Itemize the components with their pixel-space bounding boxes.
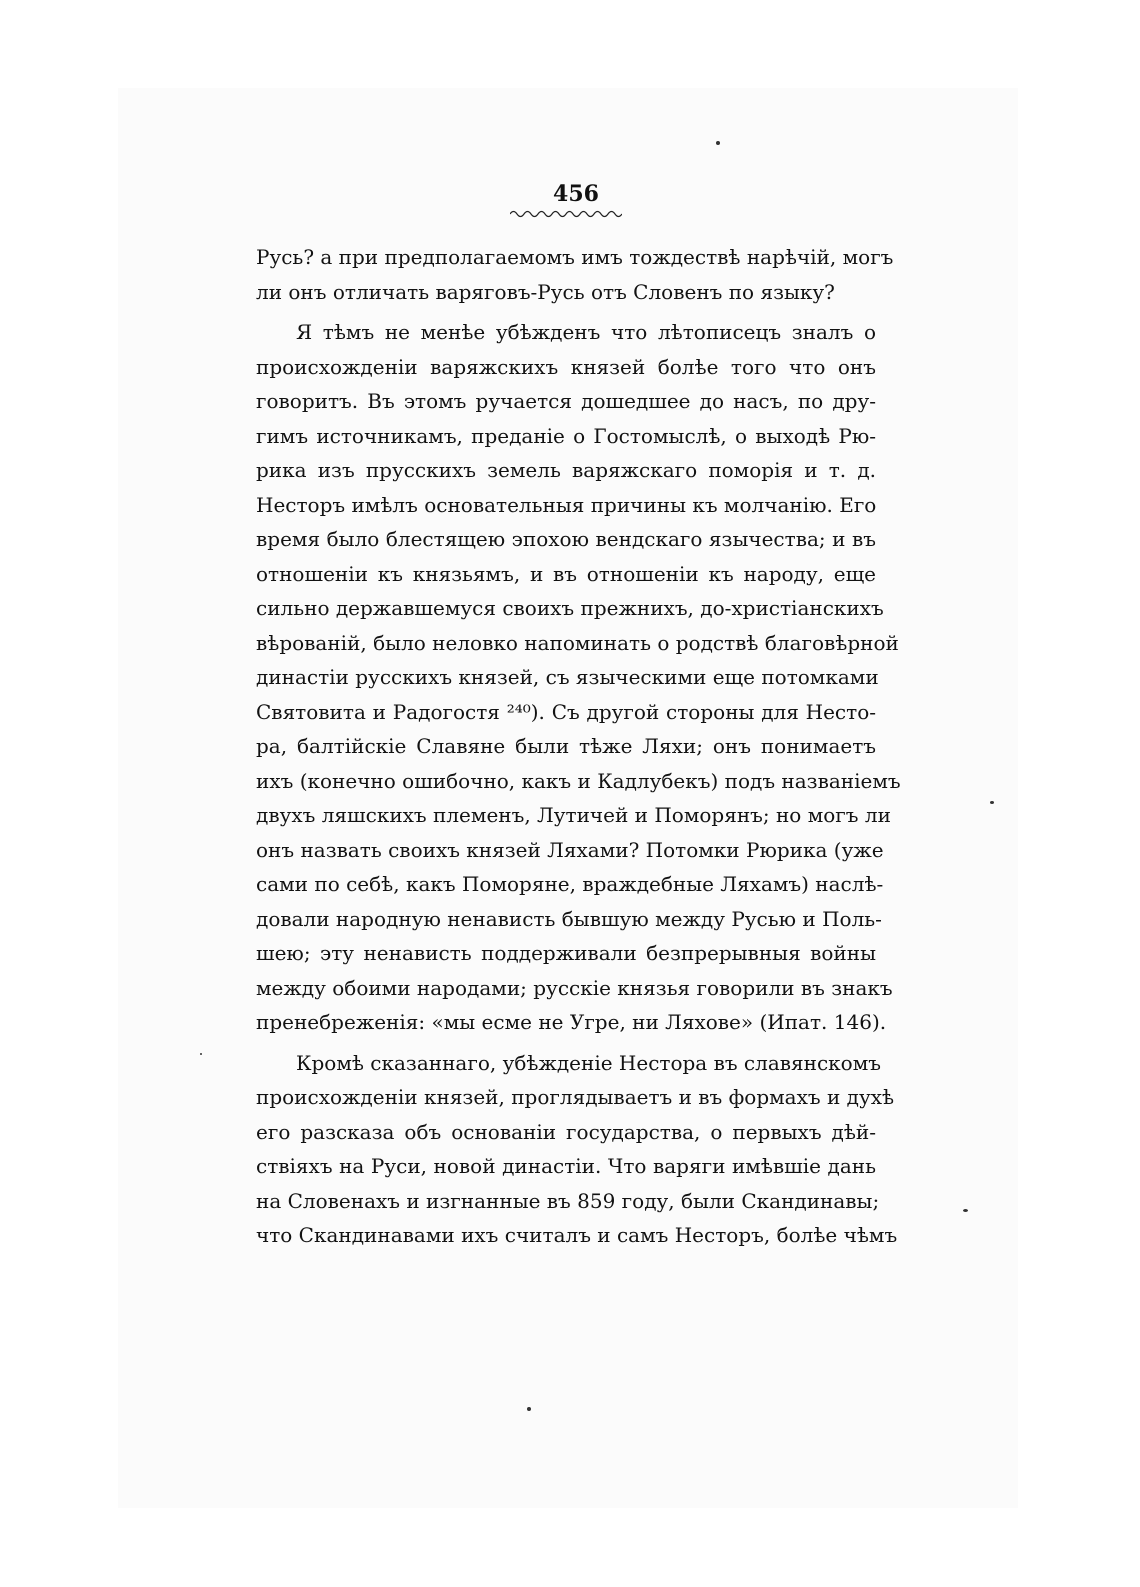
- text-line: Кромѣ сказаннаго, убѣжденіе Нестора въ славянскомъ: [296, 1050, 881, 1075]
- text-line: рика изъ прусскихъ земель варяжскаго поморія и т. д.: [256, 458, 876, 482]
- text-line: онъ назвать своихъ князей Ляхами? Потомки Рюрика (уже: [256, 837, 884, 862]
- scan-speck: [527, 1407, 531, 1411]
- text-line: что Скандинавами ихъ считалъ и самъ Несторъ, болѣе чѣмъ: [256, 1223, 898, 1247]
- text-line: ствіяхъ на Руси, новой династіи. Что варяги имѣвшіе дань: [256, 1154, 876, 1178]
- paragraph-1: [256, 240, 894, 309]
- text-line: гимъ источникамъ, преданіе о Гостомыслѣ, о выходѣ Рю-: [256, 423, 876, 448]
- text-line: ли онъ отличать варяговъ-Русь отъ Словенъ по языку?: [256, 279, 835, 304]
- text-line: время было блестящею эпохою вендскаго язычества; и въ: [256, 527, 876, 551]
- scan-speck: [963, 1209, 968, 1212]
- text-line: довали народную ненависть бывшую между Русью и Поль-: [256, 906, 882, 931]
- text-line: пренебреженія: «мы есме не Угре, ни Ляхове» (Ипат. 146).: [256, 1010, 887, 1034]
- text-line: Святовита и Радогостя ²⁴⁰). Съ другой стороны для Несто-: [256, 699, 876, 724]
- text-line: происхожденіи князей, проглядываетъ и въ формахъ и духѣ: [256, 1085, 895, 1109]
- text-line: ра, балтійскіе Славяне были тѣже Ляхи; онъ понимаетъ: [256, 734, 876, 758]
- text-line: Несторъ имѣлъ основательныя причины къ молчанію. Его: [256, 492, 877, 517]
- text-line: шею; эту ненависть поддерживали безпрерывныя войны: [256, 941, 876, 965]
- text-line: происхожденіи варяжскихъ князей болѣе того что онъ: [256, 354, 876, 379]
- scan-speck: [990, 801, 994, 804]
- paragraph-3: [256, 1046, 898, 1253]
- text-line: отношеніи къ князьямъ, и въ отношеніи къ народу, еще: [256, 561, 876, 586]
- text-line: двухъ ляшскихъ племенъ, Лутичей и Поморянъ; но могъ ли: [256, 803, 891, 827]
- text-line: между обоими народами; русскіе князья говорили въ знакъ: [256, 975, 893, 1000]
- page-number: 456: [553, 181, 599, 207]
- text-line: сами по себѣ, какъ Поморяне, враждебные Ляхамъ) наслѣ-: [256, 872, 884, 896]
- text-line: Русь? а при предполагаемомъ имъ тождествѣ нарѣчій, могъ: [256, 245, 894, 269]
- scan-speck: [200, 1053, 202, 1055]
- text-line: династіи русскихъ князей, съ языческими еще потомками: [256, 665, 879, 689]
- wavy-rule-ornament: [510, 209, 622, 219]
- text-line: его разсказа объ основаніи государства, о первыхъ дѣй-: [256, 1119, 876, 1144]
- scan-speck: [716, 141, 720, 145]
- text-line: на Словенахъ и изгнанные въ 859 году, были Скандинавы;: [256, 1188, 880, 1213]
- text-line: ихъ (конечно ошибочно, какъ и Кадлубекъ) подъ названіемъ: [256, 768, 901, 793]
- body-text: [256, 240, 901, 1253]
- paragraph-2: [256, 315, 901, 1040]
- text-line: вѣрованій, было неловко напоминать о родствѣ благовѣрной: [256, 630, 899, 655]
- text-line: сильно державшемуся своихъ прежнихъ, до-христіанскихъ: [256, 596, 884, 620]
- text-line: говоритъ. Въ этомъ ручается дошедшее до насъ, по дру-: [256, 389, 876, 413]
- text-line: Я тѣмъ не менѣе убѣжденъ что лѣтописецъ зналъ о: [296, 320, 876, 344]
